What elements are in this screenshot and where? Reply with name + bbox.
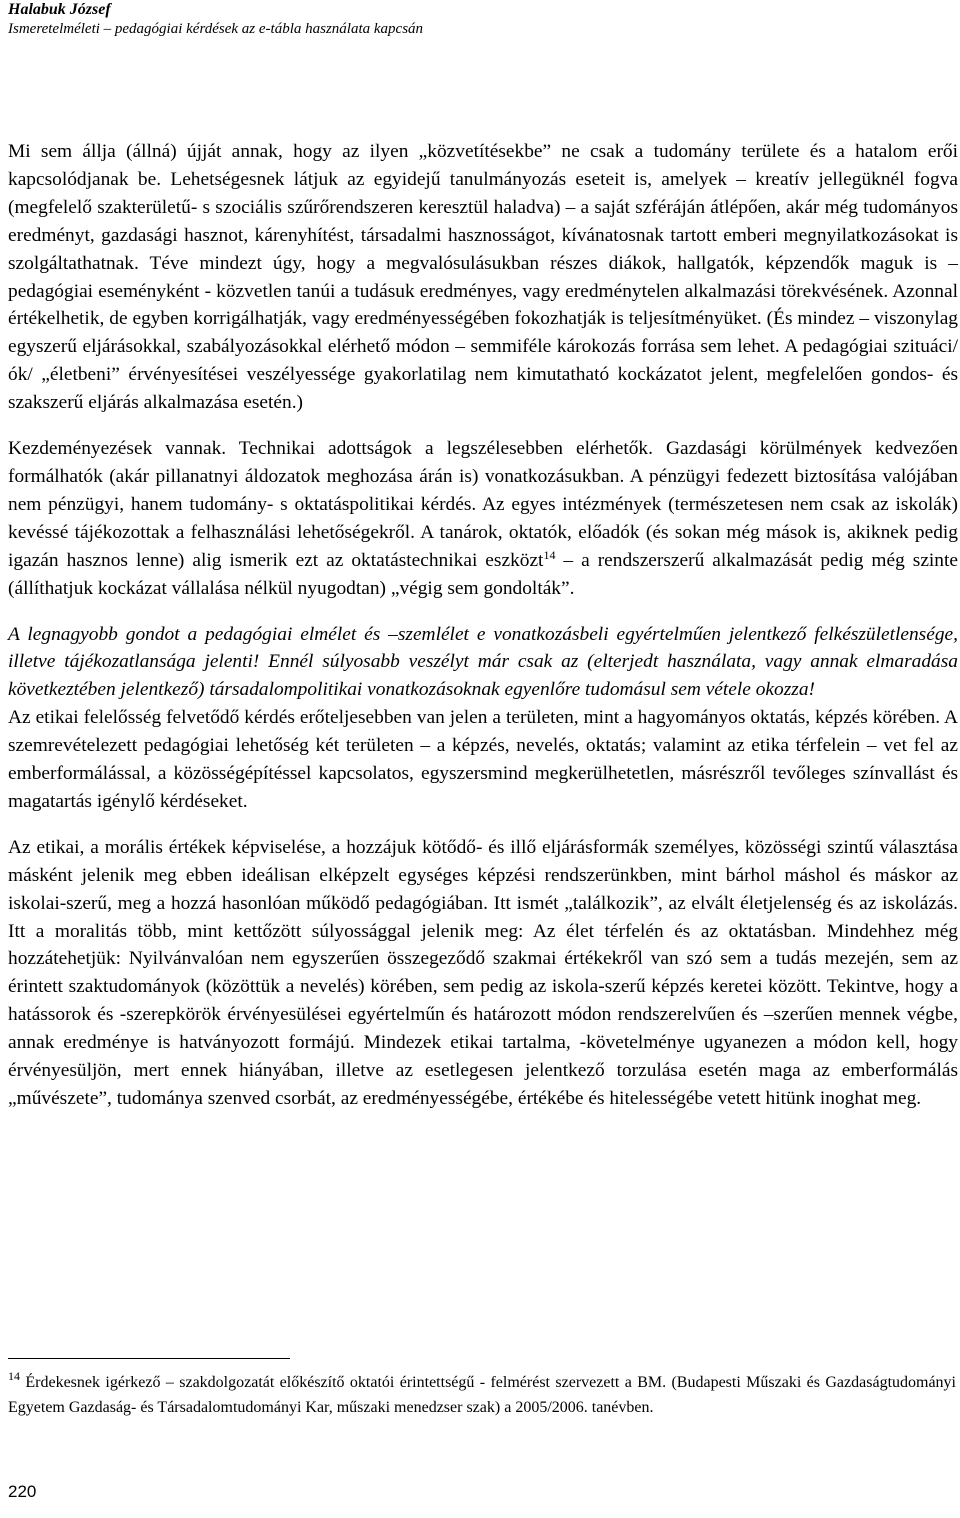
paragraph-1: Mi sem állja (állná) újját annak, hogy az ilyen „közvetítésekbe” ne csak a tudomány területe és a hatalom erői kapcsolódjanak be. Lehetségesnek látjuk az egyidejű tanulmányozás eseteit is, amelyek – kreatív jellegüknél fogva (megfelelő szakterületű- s szociális szűrőrendszeren keresztül haladva) – a saját szféráján átlépően, akár még tudományos eredményt, gazdasági hasznot, kárenyhítést, társadalmi hasznosságot, kívánatosnak tartott emberi megnyilatkozásokat is szolgáltathatnak. Téve mindezt úgy, hogy a megvalósulásukban részes diákok, hallgatók, képzendők maguk is – pedagógiai eseményként - közvetlen tanúi a tudásuk eredményes, vagy eredménytelen alkalmazási törekvésének. Azonnal értékelhetik, de egyben korrigálhatják, vagy eredményességében fokozhatják is teljesítményüket. (És mindez – viszonylag egyszerű eljárásokkal, szabályozásokkal elérhető módon – semmiféle károkozás forrása sem lehet. A pedagógiai szituáci/ók/ „életbeni” érvényesítései veszélyessége gyakorlatilag nem kimutatható kockázatot jelent, megfelelően gondos- és szakszerű eljárás alkalmazása esetén.) (8, 141, 958, 414)
document-body (8, 138, 958, 1113)
paragraph-3-italic: A legnagyobb gondot a pedagógiai elmélet és –szemlélet e vonatkozásbeli egyértelműen jelentkező felkészületlensége, illetve tájékozatlansága jelenti! Ennél súlyosabb veszélyt már csak az (elterjedt használata, vagy annak elmaradása következtében jelentkező) társadalompolitikai vonatkozásoknak egyenlőre tudomásul sem vétele okozza! (8, 623, 958, 701)
footnote (8, 1371, 956, 1420)
paragraph-5: Az etikai, a morális értékek képviselése, a hozzájuk kötődő- és illő eljárásformák személyes, közösségi szintű választása másként jelenik meg ebben ideálisan elképzelt egységes képzési rendszerünkben, mint bárhol máshol és máskor az iskolai-szerű, meg a hozzá hasonlóan működő pedagógiában. Itt ismét „találkozik”, az elvált életjelenség és az iskolázás. Itt a moralitás több, mint kettőzött súlyossággal jelenik meg: Az élet térfelén és az oktatásban. Mindehhez még hozzátehetjük: Nyilvánvalóan nem egyszerűen összegeződő szakmai értékekről van szó sem a tudás mezején, sem az érintett szaktudományok (közöttük a nevelés) körében, sem pedig az iskola-szerű képzés keretei között. Tekintve, hogy a hatássorok és -szerepkörök érvényesülései egyértelműn és határozott módon rendszerelvűen és –szerűen mennek végbe, annak eredménye is hatványozott formájú. Mindezek etikai tartalma, -követelménye ugyanezen a módon kell, hogy érvényesüljön, mert ennek hiányában, illetve az esetlegesen jelentkező torzulása esetén maga az emberformálás „művészete”, tudománya szenved csorbát, az eredményességébe, értékébe és hitelességébe vetett hitünk inoghat meg. (8, 836, 958, 1109)
footnote-separator (8, 1358, 290, 1359)
paragraph-2-text-b: – a rendszerszerű alkalmazását pedig még szinte (állíthatjuk kockázat vállalása nélkül nyugodtan) „végig sem gondolták”. (8, 549, 959, 599)
footnote-reference: 14 (543, 547, 556, 562)
footnote-text: Érdekesnek igérkező – szakdolgozatát előkészítő oktatói érintettségű - felmérést szervezett a BM. (Budapesti Műszaki és Gazdaságtudományi Egyetem Gazdaság- és Társadalomtudományi Kar, műszaki menedzser szak) a 2005/2006. tanévben. (8, 1374, 956, 1416)
page-number: 220 (8, 1482, 37, 1501)
header-author: Halabuk József (8, 1, 111, 18)
paragraph-2 (8, 435, 958, 602)
running-header (8, 0, 952, 39)
paragraph-4: Az etikai felelősség felvetődő kérdés erőteljesebben van jelen a területen, mint a hagyományos oktatás, képzés körében. A szemrevételezett pedagógiai lehetőség két területen – a képzés, nevelés, oktatás; valamint az etika térfelein – vet fel az emberformálással, a közösségépítéssel kapcsolatos, egyszersmind megkerülhetetlen, másrészről tevőleges színvallást és magatartás igénylő kérdéseket. (8, 707, 958, 812)
footnote-marker: 14 (8, 1369, 20, 1383)
header-subtitle: Ismeretelméleti – pedagógiai kérdések az e-tábla használata kapcsán (8, 21, 424, 37)
paragraph-2-text-a: Kezdeményezések vannak. Technikai adottságok a legszélesebben elérhetők. Gazdasági körülmények kedvezően formálhatók (akár pillanatnyi áldozatok meghozása árán is) vonatkozásukban. A pénzügyi fedezett biztosítása valójában nem pénzügyi, hanem tudomány- s oktatáspolitikai kérdés. Az egyes intézmények (természetesen nem csak az iskolák) kevéssé tájékozottak a felhasználási lehetőségekről. A tanárok, oktatók, előadók (és sokan még mások is, akiknek pedig igazán hasznos lenne) alig ismerik ezt az oktatástechnikai eszközt (8, 438, 958, 571)
